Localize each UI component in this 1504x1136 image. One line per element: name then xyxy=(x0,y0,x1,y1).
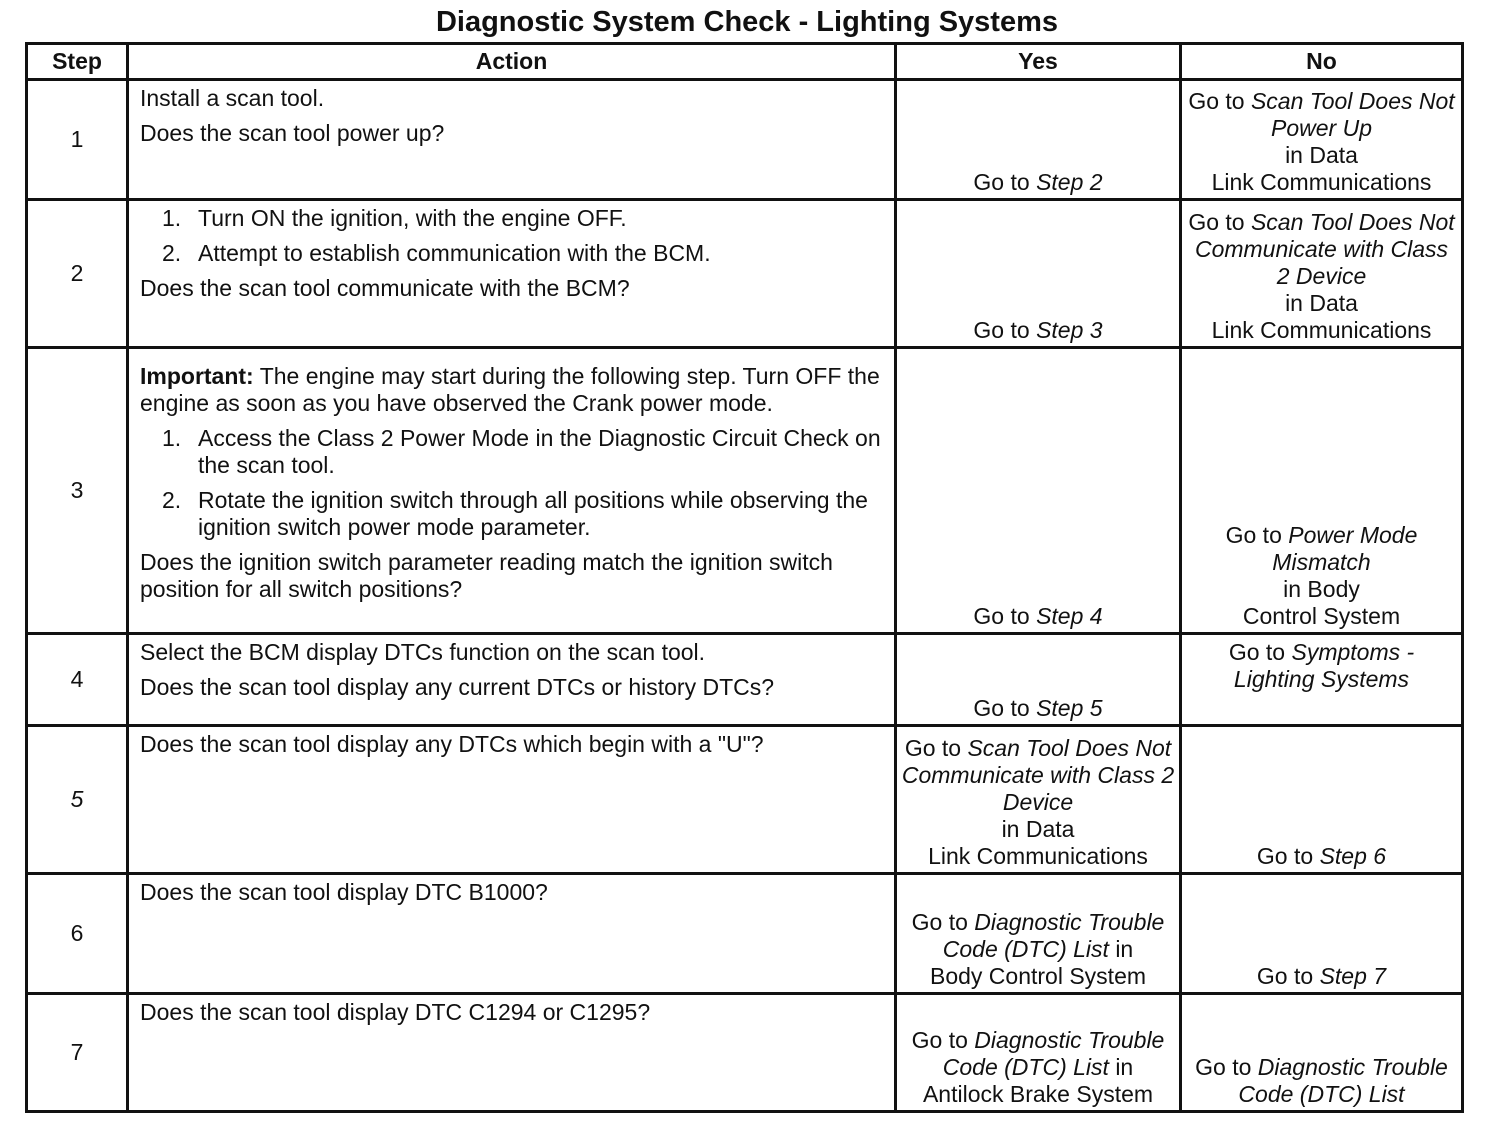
goto-prefix: Go to xyxy=(973,695,1030,721)
goto-link[interactable]: Symptoms - Lighting Systems xyxy=(1233,639,1415,692)
yes-cell xyxy=(896,634,1181,726)
action-question: Does the scan tool display DTC B1000? xyxy=(140,879,548,905)
goto-link[interactable]: Step 3 xyxy=(1036,317,1103,343)
table-row xyxy=(27,634,1463,726)
goto-section: Control System xyxy=(1242,603,1401,629)
table-row xyxy=(27,726,1463,874)
list-item: 1. Access the Class 2 Power Mode in the Diagnostic Circuit Check on the scan tool. xyxy=(162,425,881,478)
table-row xyxy=(27,200,1463,348)
action-cell xyxy=(128,726,896,874)
goto-prefix: Go to xyxy=(973,603,1030,629)
action-cell xyxy=(128,348,896,634)
step-number: 4 xyxy=(27,634,128,726)
action-question: Does the scan tool power up? xyxy=(140,120,445,146)
important-note xyxy=(140,363,886,417)
goto-section: in Body xyxy=(1283,576,1360,602)
diagnostic-table xyxy=(25,42,1464,1113)
yes-cell xyxy=(896,726,1181,874)
action-question: Does the scan tool communicate with the BCM? xyxy=(140,275,630,301)
goto-link[interactable]: Diagnostic Trouble Code (DTC) List xyxy=(1238,1054,1448,1107)
no-cell xyxy=(1181,200,1463,348)
goto-link[interactable]: Step 7 xyxy=(1319,963,1387,989)
action-cell xyxy=(128,80,896,200)
header-step: Step xyxy=(27,44,128,80)
goto-inline: in xyxy=(1115,936,1134,962)
header-yes: Yes xyxy=(896,44,1181,80)
step-number: 6 xyxy=(27,874,128,994)
yes-cell xyxy=(896,80,1181,200)
goto-section: Link Communications xyxy=(1211,317,1432,343)
goto-link[interactable]: Scan Tool Does Not Communicate with Class 2 Device xyxy=(1194,209,1455,289)
yes-cell xyxy=(896,348,1181,634)
header-row xyxy=(27,44,1463,80)
no-cell xyxy=(1181,726,1463,874)
step-number: 1 xyxy=(27,80,128,200)
action-question: Does the ignition switch parameter reading match the ignition switch position for all switch positions? xyxy=(140,549,833,602)
action-cell xyxy=(128,994,896,1112)
yes-cell xyxy=(896,874,1181,994)
goto-link[interactable]: Diagnostic Trouble Code (DTC) List xyxy=(942,1027,1165,1080)
list-item: 1. Turn ON the ignition, with the engine OFF. xyxy=(162,205,627,231)
no-cell xyxy=(1181,994,1463,1112)
goto-section: in Data xyxy=(1285,290,1358,316)
action-cell xyxy=(128,634,896,726)
no-cell xyxy=(1181,348,1463,634)
action-text: Select the BCM display DTCs function on the scan tool. xyxy=(140,639,706,665)
goto-link[interactable]: Diagnostic Trouble Code (DTC) List xyxy=(942,909,1165,962)
step-number: 3 xyxy=(27,348,128,634)
goto-prefix: Go to xyxy=(1188,209,1245,235)
goto-prefix: Go to xyxy=(973,169,1030,195)
goto-link[interactable]: Scan Tool Does Not Communicate with Class 2 Device xyxy=(901,735,1175,815)
goto-prefix: Go to xyxy=(911,909,968,935)
goto-prefix: Go to xyxy=(973,317,1030,343)
step-number: 2 xyxy=(27,200,128,348)
goto-prefix: Go to xyxy=(904,735,962,761)
goto-link[interactable]: Step 5 xyxy=(1036,695,1103,721)
goto-section: in Data xyxy=(1001,816,1075,842)
goto-section: Body Control System xyxy=(929,963,1147,989)
goto-prefix: Go to xyxy=(1256,963,1314,989)
goto-link[interactable]: Step 6 xyxy=(1319,843,1387,869)
page-title: Diagnostic System Check - Lighting Systems xyxy=(435,6,1059,38)
goto-prefix: Go to xyxy=(1195,1054,1252,1080)
action-text: Install a scan tool. xyxy=(140,85,325,111)
goto-link[interactable]: Power Mode Mismatch xyxy=(1272,522,1418,575)
goto-prefix: Go to xyxy=(911,1027,968,1053)
action-question: Does the scan tool display any DTCs which begin with a "U"? xyxy=(140,731,764,757)
goto-link[interactable]: Step 4 xyxy=(1036,603,1103,629)
table-row xyxy=(27,348,1463,634)
yes-cell xyxy=(896,994,1181,1112)
goto-section: Link Communications xyxy=(928,843,1148,869)
list-item: 2. Rotate the ignition switch through all positions while observing the ignition switch power mode parameter. xyxy=(162,487,868,540)
goto-inline: in xyxy=(1115,1054,1134,1080)
table-row xyxy=(27,80,1463,200)
action-cell xyxy=(128,200,896,348)
no-cell xyxy=(1181,80,1463,200)
important-label: Important: xyxy=(140,363,254,389)
list-item: 2. Attempt to establish communication with the BCM. xyxy=(162,240,711,266)
no-cell xyxy=(1181,634,1463,726)
goto-prefix: Go to xyxy=(1188,88,1245,114)
goto-section: Antilock Brake System xyxy=(922,1081,1154,1107)
goto-section: in Data xyxy=(1285,142,1358,168)
step-number: 7 xyxy=(27,994,128,1112)
header-action: Action xyxy=(128,44,896,80)
no-cell xyxy=(1181,874,1463,994)
step-number: 5 xyxy=(27,726,128,874)
table-row xyxy=(27,994,1463,1112)
goto-prefix: Go to xyxy=(1256,843,1314,869)
goto-prefix: Go to xyxy=(1228,639,1286,665)
action-cell xyxy=(128,874,896,994)
goto-link[interactable]: Step 2 xyxy=(1036,169,1103,195)
yes-cell xyxy=(896,200,1181,348)
action-question: Does the scan tool display any current DTCs or history DTCs? xyxy=(140,674,775,700)
goto-link[interactable]: Scan Tool Does Not Power Up xyxy=(1250,88,1455,141)
table-row xyxy=(27,874,1463,994)
header-no: No xyxy=(1181,44,1463,80)
important-text: The engine may start during the following step. Turn OFF the engine as soon as you have observed the Crank power mode. xyxy=(140,363,880,416)
goto-prefix: Go to xyxy=(1225,522,1282,548)
goto-section: Link Communications xyxy=(1211,169,1432,195)
action-question: Does the scan tool display DTC C1294 or C1295? xyxy=(140,999,651,1025)
